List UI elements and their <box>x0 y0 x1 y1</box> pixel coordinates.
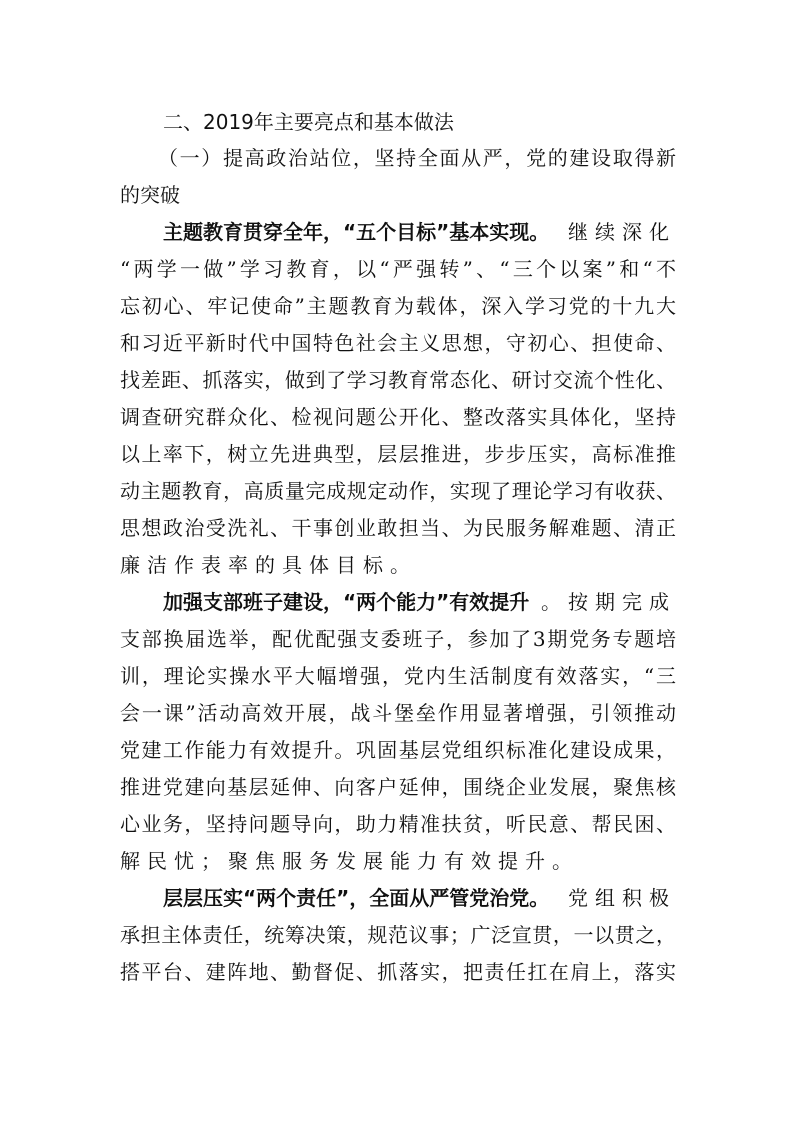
paragraph-line: “两学一做”学习教育，以“严强转”、“三个以案”和“不 <box>120 257 676 281</box>
paragraph-line: 廉洁作表率的具体目标。 <box>120 553 417 577</box>
paragraph-text: 党组积极 <box>568 886 676 910</box>
paragraph-line: 承担主体责任，统筹决策，规范议事；广泛宣贯，一以贯之， <box>120 923 676 947</box>
paragraph-lead-line <box>163 217 676 247</box>
paragraph-line: 解民忧；聚焦服务发展能力有效提升。 <box>120 849 579 873</box>
paragraph-lead-bold: 加强支部班子建设，“两个能力”有效提升 <box>163 590 530 614</box>
paragraph-lead-line <box>163 883 676 913</box>
paragraph-line: 以上率下，树立先进典型，层层推进，步步压实，高标准推 <box>120 442 676 466</box>
subheading-line: 的突破 <box>120 183 180 207</box>
paragraph-lead-bold: 层层压实“两个责任”，全面从严管党治党。 <box>163 886 550 910</box>
paragraph-lead-line <box>163 587 676 617</box>
paragraph-line: 会一课”活动高效开展，战斗堡垒作用显著增强，引领推动 <box>120 701 676 725</box>
paragraph-text: 。按期完成 <box>541 590 676 614</box>
paragraph-line: 动主题教育，高质量完成规定动作，实现了理论学习有收获、 <box>120 479 676 503</box>
subheading-line: （一）提高政治站位，坚持全面从严，党的建设取得新 <box>158 146 676 170</box>
paragraph-line: 搭平台、建阵地、勤督促、抓落实，把责任扛在肩上，落实 <box>120 960 676 984</box>
section-heading: 二、2019年主要亮点和基本做法 <box>163 110 454 134</box>
paragraph-line: 和习近平新时代中国特色社会主义思想，守初心、担使命、 <box>120 331 676 355</box>
paragraph-line: 思想政治受洗礼、干事创业敢担当、为民服务解难题、清正 <box>120 516 676 540</box>
paragraph-lead-bold: 主题教育贯穿全年，“五个目标”基本实现。 <box>163 220 550 244</box>
paragraph-text: 继续深化 <box>568 220 676 244</box>
paragraph-line: 推进党建向基层延伸、向客户延伸，围绕企业发展，聚焦核 <box>120 775 676 799</box>
paragraph-line: 党建工作能力有效提升。巩固基层党组织标准化建设成果， <box>120 738 676 762</box>
paragraph-line: 支部换届选举，配优配强支委班子，参加了3期党务专题培 <box>120 627 676 651</box>
paragraph-line: 找差距、抓落实，做到了学习教育常态化、研讨交流个性化、 <box>120 368 676 392</box>
paragraph-line: 心业务，坚持问题导向，助力精准扶贫，听民意、帮民困、 <box>120 812 676 836</box>
paragraph-line: 调查研究群众化、检视问题公开化、整改落实具体化，坚持 <box>120 405 676 429</box>
paragraph-line: 忘初心、牢记使命”主题教育为载体，深入学习党的十九大 <box>120 294 676 318</box>
paragraph-line: 训，理论实操水平大幅增强，党内生活制度有效落实，“三 <box>120 664 676 688</box>
